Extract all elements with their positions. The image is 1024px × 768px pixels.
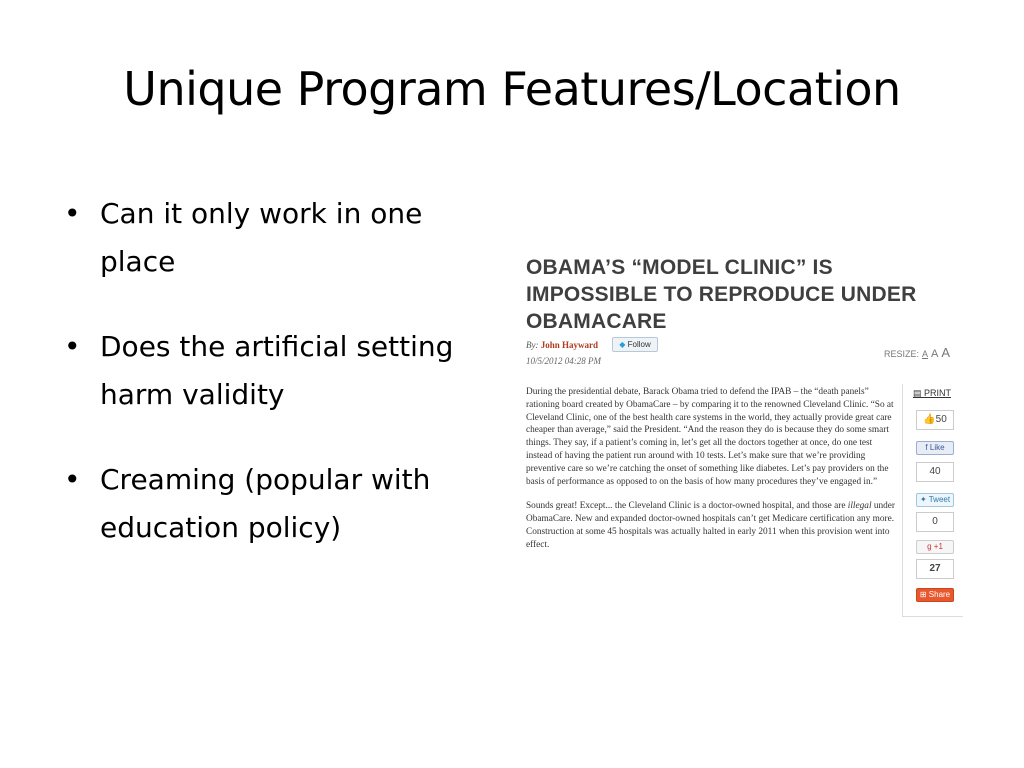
bullet-text: Can it only work in one place xyxy=(100,197,423,278)
thumbs-up-icon: 👍 xyxy=(923,414,936,425)
facebook-icon: f xyxy=(925,443,928,452)
bullet-item xyxy=(60,190,490,286)
print-button[interactable] xyxy=(913,388,951,399)
like-label: Like xyxy=(929,443,945,452)
resize-large-button[interactable]: A xyxy=(941,345,951,360)
bullet-dot-icon: • xyxy=(64,197,81,230)
bullet-list xyxy=(60,190,490,589)
follow-button[interactable] xyxy=(612,337,658,352)
bullet-dot-icon: • xyxy=(64,330,81,363)
author-link[interactable]: John Hayward xyxy=(540,340,599,350)
share-button[interactable] xyxy=(916,588,954,602)
share-label: Share xyxy=(928,590,951,599)
tweet-button[interactable] xyxy=(916,493,954,507)
tweet-count-box: 0 xyxy=(916,512,954,532)
bullet-item xyxy=(60,456,490,552)
facebook-count-box[interactable] xyxy=(916,410,954,430)
byline-label: By: xyxy=(526,340,539,350)
slide-title: Unique Program Features/Location xyxy=(123,62,901,116)
paragraph2-text-a: Sounds great! Except... the Cleveland Clinic is a doctor-owned hospital, and those are xyxy=(526,501,848,512)
resize-control xyxy=(884,345,950,360)
bullet-item xyxy=(60,323,490,419)
share-sidebar xyxy=(902,384,963,617)
gplus-label: +1 xyxy=(933,542,943,551)
print-label: PRINT xyxy=(924,388,952,398)
share-icon: ⊞ xyxy=(919,590,927,599)
like-count-box: 40 xyxy=(916,462,954,482)
twitter-bird-icon: ◆ xyxy=(619,340,626,349)
resize-label: RESIZE: xyxy=(884,349,920,359)
article-body xyxy=(526,386,896,564)
article-paragraph-1: During the presidential debate, Barack Obama tried to defend the IPAB – the “death panels” rationing board created by ObamaCare – by comparing it to the renowned Cleveland Clinic. “So at Cleveland Clinic, one of the best health care systems in the world, they actually provide great care cheaper than average,” said the President. “And the reason they do is because they do some smart things. They say, if a patient’s coming in, let’s get all the doctors together at once, do one test instead of having the patient run around with 10 tests. Let’s make sure that we’re providing preventive care so we’re catching the onset of something like diabetes. Let’s pay providers on the basis of performance as opposed to on the basis of how many procedures they’ve engaged in.” xyxy=(526,387,894,487)
gplus-count-box: 27 xyxy=(916,559,954,579)
resize-small-button[interactable]: A xyxy=(922,349,929,359)
paragraph2-italic: illegal xyxy=(847,501,872,512)
resize-medium-button[interactable]: A xyxy=(931,348,939,360)
bullet-text: Creaming (popular with education policy) xyxy=(100,463,431,544)
article-date: 10/5/2012 04:28 PM xyxy=(526,356,601,366)
facebook-count: 50 xyxy=(935,414,947,425)
tweet-label: Tweet xyxy=(928,495,951,504)
article-byline xyxy=(526,340,598,350)
google-plus-button[interactable] xyxy=(916,540,954,554)
google-plus-icon: g xyxy=(927,542,932,551)
follow-label: Follow xyxy=(627,340,651,349)
printer-icon: ▤ xyxy=(913,388,922,398)
paragraph2-text-b: under ObamaCare. New and expanded doctor-owned hospitals can’t get Medicare certification any more. Construction at some 45 hospitals was actually halted in early 2011 when this provision went into effect. xyxy=(526,501,896,550)
twitter-icon: ✦ xyxy=(919,495,927,504)
article-screenshot xyxy=(514,250,964,620)
article-paragraph-2 xyxy=(526,500,896,551)
facebook-like-button[interactable] xyxy=(916,441,954,455)
article-headline: OBAMA’S “MODEL CLINIC” IS IMPOSSIBLE TO REPRODUCE UNDER OBAMACARE xyxy=(526,256,917,333)
bullet-text: Does the artificial setting harm validity xyxy=(100,330,454,411)
bullet-dot-icon: • xyxy=(64,463,81,496)
